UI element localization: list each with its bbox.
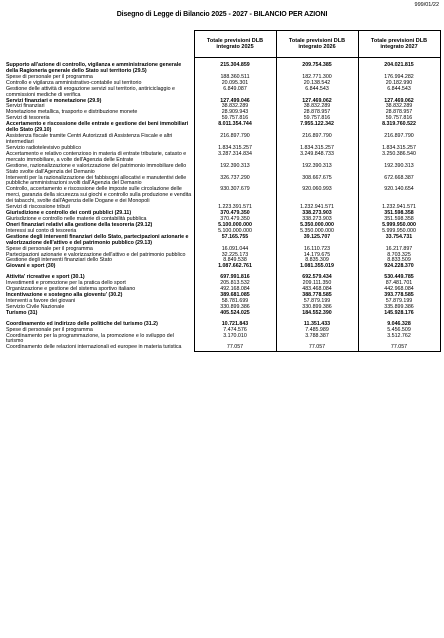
row-label: Gestione delle attività di erogazione servizi sul territorio, antiriciclaggio e commissioni mediche di verifica xyxy=(6,85,175,98)
value-2027: 3.512.762 xyxy=(358,334,440,346)
value-2026: 483.468.084 xyxy=(276,287,358,293)
value-2027: 192.390.313 xyxy=(358,164,440,176)
table-row xyxy=(4,152,440,164)
row-label: Supporto all'azione di controllo, vigilanza e amministrazione generale della Ragioneria generale dello Stato sul territorio (29.5) xyxy=(6,62,182,74)
value-2027: 16.217.897 xyxy=(358,247,440,253)
value-2026: 7.485.989 xyxy=(276,328,358,334)
value-2026: 59.757.816 xyxy=(276,116,358,122)
value-2026: 184.552.390 xyxy=(276,311,358,317)
row-label: Controllo, accertamento e riscossione delle imposte sulle circolazione delle merci, garanzia della sicurezza sui giochi e controllo sulla produzione e vendita dei tabacchi, svolte dall'Agenzia delle Dogane e dei Monopoli xyxy=(6,186,192,205)
row-label: Interventi per la razionalizzazione dei fabbisogni allocativi e manutentivi delle pubbliche amministrazioni svolti dall'Agenzia del Demanio xyxy=(6,174,187,187)
value-2027: 9.046.328 xyxy=(358,322,440,328)
value-2026: 330.899.386 xyxy=(276,305,358,311)
value-2025: 38.832.289 xyxy=(194,104,276,110)
value-2027: 20.182.990 xyxy=(358,81,440,87)
value-2025: 492.168.084 xyxy=(194,287,276,293)
column-header-2025: Totale previsioni DLB integrato 2025 xyxy=(194,31,276,58)
row-label: Spese di personale per il programma xyxy=(6,326,93,333)
row-label: Coordinamento ed indirizzo delle politiche del turismo (31.2) xyxy=(6,320,158,327)
value-2027: 33.754.731 xyxy=(358,235,440,247)
value-2027: 1.834.315.257 xyxy=(358,146,440,152)
value-2027: 216.897.790 xyxy=(358,134,440,146)
value-2025: 5.100.000.000 xyxy=(194,223,276,229)
value-2026: 20.138.542 xyxy=(276,81,358,87)
value-2027: 920.140.654 xyxy=(358,187,440,205)
row-label: Assistenza fiscale tramite Centri Autorizzati di Assistenza Fiscale e altri intermediari xyxy=(6,133,173,145)
table-row xyxy=(4,187,440,205)
row-label: Interessi sul conto di tesoreria xyxy=(6,227,77,234)
value-2026: 5.350.000.000 xyxy=(276,223,358,229)
value-2027: 442.968.084 xyxy=(358,287,440,293)
value-2027: 8.833.509 xyxy=(358,258,440,264)
value-2027: 87.481.701 xyxy=(358,281,440,287)
value-2027: 5.999.950.000 xyxy=(358,229,440,235)
value-2025: 330.899.386 xyxy=(194,305,276,311)
value-2025: 216.897.790 xyxy=(194,134,276,146)
value-2027: 3.250.386.540 xyxy=(358,152,440,164)
value-2026: 57.879.199 xyxy=(276,299,358,305)
row-label: Coordinamento delle relazioni internazionali ed europee in materia turistica xyxy=(6,344,182,351)
value-2027: 5.999.950.000 xyxy=(358,223,440,229)
header-blank-cell xyxy=(4,31,194,58)
row-label: Servizi finanziari xyxy=(6,103,45,110)
value-2026: 127.469.062 xyxy=(276,99,358,105)
value-2026: 16.110.723 xyxy=(276,247,358,253)
value-2026: 692.579.434 xyxy=(276,275,358,281)
table-row xyxy=(4,87,440,99)
value-2026: 338.273.903 xyxy=(276,211,358,217)
value-2026: 7.955.122.342 xyxy=(276,122,358,134)
value-2027: 924.228.370 xyxy=(358,264,440,270)
value-2027: 204.021.815 xyxy=(358,63,440,75)
value-2025: 5.100.000.000 xyxy=(194,229,276,235)
value-2026: 308.667.675 xyxy=(276,176,358,188)
value-2027: 127.469.062 xyxy=(358,99,440,105)
value-2025: 188.360.511 xyxy=(194,75,276,81)
value-2025: 1.223.391.571 xyxy=(194,205,276,211)
value-2027: 335.899.386 xyxy=(358,305,440,311)
value-2025: 77.057 xyxy=(194,345,276,351)
value-2025: 1.087.662.761 xyxy=(194,264,276,270)
value-2025: 205.813.532 xyxy=(194,281,276,287)
value-2025: 59.757.816 xyxy=(194,116,276,122)
value-2026: 28.878.957 xyxy=(276,110,358,116)
value-2026: 388.778.585 xyxy=(276,293,358,299)
value-2026: 209.111.350 xyxy=(276,281,358,287)
value-2027: 59.757.816 xyxy=(358,116,440,122)
row-label: Servizio Civile Nazionale xyxy=(6,303,65,310)
row-label: Coordinamento per la programmazione, la promozione e lo sviluppo del turismo xyxy=(6,332,174,345)
value-2026: 920.060.993 xyxy=(276,187,358,205)
value-2027: 57.879.199 xyxy=(358,299,440,305)
value-2025: 10.721.843 xyxy=(194,322,276,328)
value-2026: 192.390.313 xyxy=(276,164,358,176)
row-label: Partecipazioni azionarie e valorizzazione dell'attivo e del patrimonio pubblico xyxy=(6,251,186,258)
row-label: Servizi finanziari e monetazione (29.9) xyxy=(6,97,102,104)
value-2025: 192.390.313 xyxy=(194,164,276,176)
value-2027: 145.928.176 xyxy=(358,311,440,317)
value-2027: 1.232.941.571 xyxy=(358,205,440,211)
value-2025: 7.474.576 xyxy=(194,328,276,334)
value-2025: 405.524.025 xyxy=(194,311,276,317)
budget-table xyxy=(4,30,441,352)
value-2026: 182.771.300 xyxy=(276,75,358,81)
value-2026: 3.788.387 xyxy=(276,334,358,346)
value-2025: 3.287.314.834 xyxy=(194,152,276,164)
row-label: Accertamento e relativo contenzioso in materia di entrate tributarie, catasto e mercato immobiliare, a volte dell'Agenzia delle Entrate xyxy=(6,150,187,163)
value-2026: 5.350.000.000 xyxy=(276,229,358,235)
value-2027: 38.832.289 xyxy=(358,104,440,110)
row-label: Servizi di tesoreria xyxy=(6,115,50,122)
value-2025: 389.681.085 xyxy=(194,293,276,299)
value-2025: 6.849.087 xyxy=(194,87,276,99)
value-2027: 672.668.387 xyxy=(358,176,440,188)
value-2026: 6.844.543 xyxy=(276,87,358,99)
value-2025: 32.225.173 xyxy=(194,253,276,259)
column-header-2027: Totale previsioni DLB integrato 2027 xyxy=(358,31,440,58)
value-2025: 127.499.046 xyxy=(194,99,276,105)
value-2026: 39.125.707 xyxy=(276,235,358,247)
row-label: Organizzazione e gestione del sistema sportivo italiano xyxy=(6,286,136,293)
row-label: Gestione, razionalizzazione e valorizzazione del patrimonio immobiliare dello Stato svolte dall'Agenzia del Demanio xyxy=(6,162,187,175)
value-2027: 6.844.543 xyxy=(358,87,440,99)
value-2025: 8.011.354.744 xyxy=(194,122,276,134)
row-label: Interventi a favore dei giovani xyxy=(6,297,76,304)
value-2027: 28.878.957 xyxy=(358,110,440,116)
row-label: Giurisdizione e controllo nelle materie di contabilità pubblica xyxy=(6,215,147,222)
row-label: Investimenti e promozione per la pratica dello sport xyxy=(6,280,126,287)
value-2025: 8.849.538 xyxy=(194,258,276,264)
row-label: Accertamento e riscossione delle entrate e gestione dei beni immobiliari dello Stato (29.10) xyxy=(6,121,189,134)
table-row xyxy=(4,164,440,176)
value-2026: 11.351.433 xyxy=(276,322,358,328)
value-2025: 930.307.679 xyxy=(194,187,276,205)
value-2025: 57.165.755 xyxy=(194,235,276,247)
table-header-row xyxy=(4,31,440,58)
row-label: Servizi di riscossione tributi xyxy=(6,204,70,211)
value-2025: 697.991.816 xyxy=(194,275,276,281)
value-2027: 351.598.358 xyxy=(358,217,440,223)
row-label: Spese di personale per il programma xyxy=(6,73,93,80)
value-2025: 370.479.350 xyxy=(194,211,276,217)
column-header-2026: Totale previsioni DLB integrato 2026 xyxy=(276,31,358,58)
value-2025: 20.095.301 xyxy=(194,81,276,87)
value-2025: 3.170.010 xyxy=(194,334,276,346)
document-code: 999/01/22 xyxy=(414,2,439,8)
row-label: Giovani e sport (30) xyxy=(6,263,56,270)
row-label: Gestione degli interventi finanziari dello Stato xyxy=(6,257,112,264)
value-2027: 5.456.509 xyxy=(358,328,440,334)
value-2027: 351.598.358 xyxy=(358,211,440,217)
row-label: Gestione degli interventi finanziari dello Stato, partecipazioni azionarie e valorizzazione dell'attivo e del patrimonio pubblico (29.13) xyxy=(6,233,189,246)
value-2026: 3.249.848.733 xyxy=(276,152,358,164)
value-2026: 1.232.941.571 xyxy=(276,205,358,211)
value-2026: 1.834.315.257 xyxy=(276,146,358,152)
row-label: Controllo e vigilanza amministrativo-contabile sul territorio xyxy=(6,79,142,86)
value-2027: 8.703.325 xyxy=(358,253,440,259)
value-2026: 77.057 xyxy=(276,345,358,351)
value-2027: 176.994.282 xyxy=(358,75,440,81)
row-label: Spese di personale per il programma xyxy=(6,245,93,252)
value-2025: 215.304.859 xyxy=(194,63,276,75)
value-2026: 1.081.355.019 xyxy=(276,264,358,270)
row-label: Monetazione metallica, trasporto e distribuzione monete xyxy=(6,109,138,116)
value-2026: 209.754.385 xyxy=(276,63,358,75)
value-2025: 370.479.350 xyxy=(194,217,276,223)
document-title: Disegno di Legge di Bilancio 2025 - 2027 - BILANCIO PER AZIONI xyxy=(116,11,328,18)
value-2027: 8.319.760.522 xyxy=(358,122,440,134)
row-label: Giurisdizione e controllo dei conti pubblici (29.11) xyxy=(6,210,132,217)
value-2027: 393.778.585 xyxy=(358,293,440,299)
row-label: Incentivazione e sostegno alla gioventu' (30.2) xyxy=(6,292,123,299)
row-label: Turismo (31) xyxy=(6,309,38,316)
value-2025: 326.737.290 xyxy=(194,176,276,188)
table-body xyxy=(4,58,440,352)
value-2027: 77.057 xyxy=(358,345,440,351)
row-label: Servizio radiotelevisivo pubblico xyxy=(6,144,82,151)
row-label: Oneri finanziari relativi alla gestione della tesoreria (29.12) xyxy=(6,221,153,228)
row-label: Attivita' ricreative e sport (30.1) xyxy=(6,274,85,281)
value-2025: 16.091.044 xyxy=(194,247,276,253)
value-2027: 530.449.785 xyxy=(358,275,440,281)
value-2025: 1.834.315.257 xyxy=(194,146,276,152)
value-2026: 38.832.289 xyxy=(276,104,358,110)
value-2026: 338.273.903 xyxy=(276,217,358,223)
value-2025: 28.909.943 xyxy=(194,110,276,116)
table-row xyxy=(4,345,440,351)
value-2026: 216.897.790 xyxy=(276,134,358,146)
value-2025: 58.781.699 xyxy=(194,299,276,305)
value-2026: 8.835.309 xyxy=(276,258,358,264)
value-2026: 14.179.675 xyxy=(276,253,358,259)
table-row xyxy=(4,235,440,247)
